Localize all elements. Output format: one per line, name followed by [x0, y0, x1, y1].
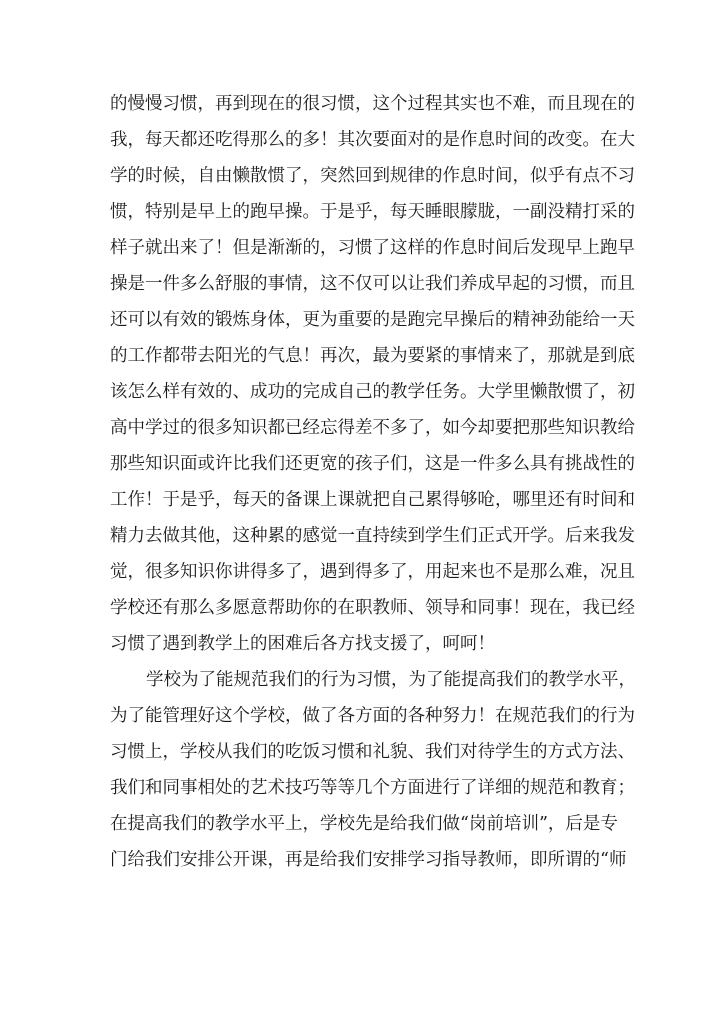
text-line: 那些知识面或许比我们还更宽的孩子们，这是一件多么具有挑战性的: [110, 454, 635, 474]
text-line: 还可以有效的锻炼身体，更为重要的是跑完早操后的精神劲能给一天: [110, 310, 635, 330]
text-line: 操是一件多么舒服的事情，这不仅可以让我们养成早起的习惯，而且: [110, 274, 635, 294]
text-line: 习惯上，学校从我们的吃饭习惯和礼貌、我们对待学生的方式方法、: [110, 742, 635, 762]
text-line: 高中学过的很多知识都已经忘得差不多了，如今却要把那些知识教给: [110, 418, 635, 438]
text-line: 工作！于是乎，每天的备课上课就把自己累得够呛，哪里还有时间和: [110, 490, 635, 510]
text-line: 样子就出来了！但是渐渐的，习惯了这样的作息时间后发现早上跑早: [110, 238, 635, 258]
text-line: 在提高我们的教学水平上，学校先是给我们做“岗前培训”，后是专: [110, 814, 618, 834]
text-line: 该怎么样有效的、成功的完成自己的教学任务。大学里懒散惯了，初: [110, 382, 635, 402]
text-line: 为了能管理好这个学校，做了各方面的各种努力！在规范我们的行为: [110, 706, 635, 726]
text-line: 门给我们安排公开课，再是给我们安排学习指导教师，即所谓的“师: [110, 850, 627, 870]
text-line: 觉，很多知识你讲得多了，遇到得多了，用起来也不是那么难，况且: [110, 562, 635, 582]
text-line: 我，每天都还吃得那么的多！其次要面对的是作息时间的改变。在大: [110, 130, 635, 150]
paragraph-first-line: 学校为了能规范我们的行为习惯，为了能提高我们的教学水平，: [146, 670, 636, 690]
text-line: 学的时候，自由懒散惯了，突然回到规律的作息时间，似乎有点不习: [110, 166, 635, 186]
text-line: 学校还有那么多愿意帮助你的在职教师、领导和同事！现在，我已经: [110, 598, 635, 618]
text-line: 我们和同事相处的艺术技巧等等几个方面进行了详细的规范和教育；: [110, 778, 635, 798]
text-line: 的慢慢习惯，再到现在的很习惯，这个过程其实也不难，而且现在的: [110, 94, 635, 114]
text-line: 习惯了遇到教学上的困难后各方找支援了，呵呵！: [110, 634, 495, 654]
text-line: 的工作都带去阳光的气息！再次，最为要紧的事情来了，那就是到底: [110, 346, 635, 366]
text-line: 精力去做其他，这种累的感觉一直持续到学生们正式开学。后来我发: [110, 526, 635, 546]
text-line: 惯，特别是早上的跑早操。于是乎，每天睡眼朦胧，一副没精打采的: [110, 202, 635, 222]
